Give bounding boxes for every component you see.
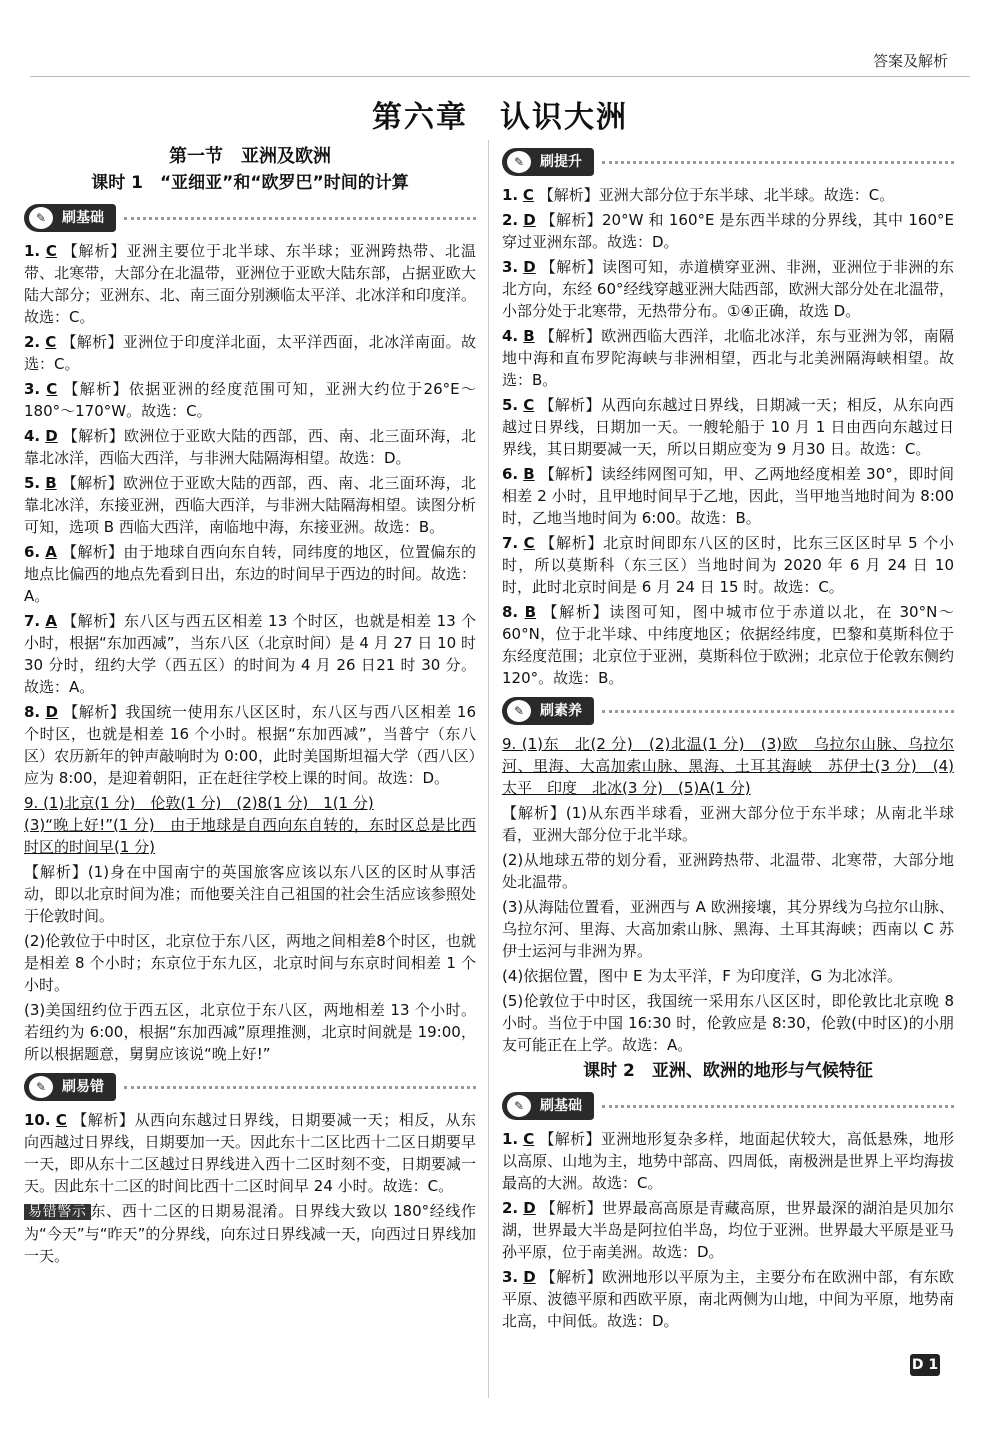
- badge-improve: ✎ 刷提升: [502, 148, 954, 176]
- section-title: 第一节 亚洲及欧洲: [169, 146, 331, 167]
- answer-item: 1. C 【解析】亚洲大部分位于东半球、北半球。故选：C。: [502, 186, 895, 204]
- column-divider: [488, 140, 489, 1398]
- question-9-answer: 9. (1)北京(1 分) 伦敦(1 分) (2)8(1 分) 1(1 分) (3)“晚上好!”(1 分) 由于地球是自西向东自转的，东时区总是比西时区的时间早(1 分): [24, 794, 476, 856]
- explanation-paragraph: (2)从地球五带的划分看，亚洲跨热带、北温带、北寒带，大部分地处北温带。: [502, 851, 954, 891]
- right-column: [502, 140, 954, 1335]
- header-label: 答案及解析: [872, 52, 948, 70]
- question-9-explanation: [24, 861, 476, 1065]
- badge-literacy: ✎ 刷素养: [502, 697, 954, 725]
- answer-item: 2. D 【解析】20°W 和 160°E 是东西半球的分界线，其中 160°E 穿过亚洲东部。故选：D。: [502, 211, 954, 251]
- explanation-paragraph: (3)美国纽约位于西五区，北京位于东八区，两地相差 13 个小时。若纽约为 6:00，根据“东加西减”原理推测，北京时间就是 19:00，所以根据题意，舅舅应该说“晚上好!”: [24, 1001, 476, 1063]
- answer-item: 2. C 【解析】亚洲位于印度洋北面，太平洋西面，北冰洋南面。故选：C。: [24, 333, 476, 373]
- answer-item: 1. C 【解析】亚洲地形复杂多样，地面起伏较大，高低悬殊，地形以高原、山地为主，地势中部高、四周低，南极洲是世界上平均海拔最高的大洲。故选：C。: [502, 1130, 954, 1192]
- explanation-paragraph: (4)依据位置，图中 E 为太平洋，F 为印度洋，G 为北冰洋。: [502, 967, 903, 985]
- page-number: D 1: [910, 1354, 940, 1376]
- literacy-q9-answer: 9. (1)东 北(2 分) (2)北温(1 分) (3)欧 乌拉尔山脉、乌拉尔河、里海、大高加索山脉、黑海、土耳其海峡 苏伊士(3 分) (4)太平 印度 北冰(3 分) (5)A(1 分): [502, 735, 954, 797]
- left-column: [24, 140, 476, 1270]
- explanation-paragraph: 【解析】(1)从东西半球看，亚洲大部分位于东半球；从南北半球看，亚洲大部分位于北半球。: [502, 804, 954, 844]
- explanation-paragraph: (5)伦敦位于中时区，我国统一采用东八区区时，即伦敦比北京晚 8 小时。当位于中国 16:30 时，伦敦应是 8:30，伦敦(中时区)的小朋友可能正在上学。故选：A。: [502, 992, 954, 1054]
- answer-item: 3. D 【解析】欧洲地形以平原为主，主要分布在欧洲中部，有东欧平原、波德平原和西欧平原，南北两侧为山地，中间为平原，地势南北高，中间低。故选：D。: [502, 1268, 954, 1330]
- badge-basic-2: ✎ 刷基础: [502, 1092, 954, 1120]
- brush-icon: ✎: [507, 151, 531, 173]
- answer-item: 4. B 【解析】欧洲西临大西洋，北临北冰洋，东与亚洲为邻，南隔地中海和直布罗陀海峡与非洲相望，西北与北美洲隔海峡相望。故选：B。: [502, 327, 954, 389]
- answer-item: 6. B 【解析】读经纬网图可知，甲、乙两地经度相差 30°，即时间相差 2 小时，且甲地时间早于乙地，因此，当甲地当地时间为 8:00 时，乙地当地时间为 6:00。故选：B。: [502, 465, 954, 527]
- brush-icon: ✎: [507, 700, 531, 722]
- answer-item: 8. D 【解析】我国统一使用东八区区时，东八区与西八区相差 16 个时区，也就是相差 16 个小时。根据“东加西减”，当普宁（东八区）农历新年的钟声敲响时为 0:00，此时美国斯坦福大学（西八区）应为 8:00，是迎着朝阳，正在赶往学校上课的时间。故选：D。: [24, 703, 476, 787]
- badge-error: ✎ 刷易错: [24, 1073, 476, 1101]
- answer-item: 7. C 【解析】北京时间即东八区的区时，比东三区区时早 5 个小时，所以莫斯科（东三区）当地时间为 2020 年 6 月 24 日 10 时，此时北京时间是 6 月 24 日 15 时。故选：C。: [502, 534, 954, 596]
- answer-item: 1. C 【解析】亚洲主要位于北半球、东半球；亚洲跨热带、北温带、北寒带，大部分在北温带，亚洲位于亚欧大陆东部，占据亚欧大陆大部分；亚洲东、北、南三面分别濒临太平洋、北冰洋和印度洋。故选：C。: [24, 242, 476, 326]
- basic2-answers-list: [502, 1128, 954, 1332]
- explanation-paragraph: 【解析】(1)身在中国南宁的英国旅客应该以东八区的区时从事活动，即以北京时间为准；而他要关注自己祖国的社会生活应该参照处于伦敦时间。: [24, 863, 476, 925]
- answer-item: 5. C 【解析】从西向东越过日界线，日期减一天；相反，从东向西越过日界线，日期加一天。一艘轮船于 10 月 1 日由西向东越过日界线，其日期要减一天，所以日期应变为 9 月30 日。故选：C。: [502, 396, 954, 458]
- question-10: 10. C 【解析】从西向东越过日界线，日期要减一天；相反，从东向西越过日界线，日期要加一天。因此东十二区比西十二区日期要早一天，即从东十二区越过日界线进入西十二区时刻不变，日期要减一天。因此东十二区的时间比西十二区时间早 24 小时。故选：C。: [24, 1111, 476, 1195]
- warning-label: 易错警示: [24, 1204, 91, 1220]
- answer-item: 4. D 【解析】欧洲位于亚欧大陆的西部，西、南、北三面环海，北靠北冰洋，西临大西洋，与非洲大陆隔海相望。故选：D。: [24, 427, 476, 467]
- answer-item: 6. A 【解析】由于地球自西向东自转，同纬度的地区，位置偏东的地点比偏西的地点先看到日出，东边的时间早于西边的时间。故选：A。: [24, 543, 476, 605]
- answer-item: 5. B 【解析】欧洲位于亚欧大陆的西部，西、南、北三面环海，北靠北冰洋，东接亚洲，西临大西洋，与非洲大陆隔海相望。读图分析可知，选项 B 西临大西洋，南临地中海，东接亚洲。故选：B。: [24, 474, 476, 536]
- improve-answers-list: [502, 184, 954, 689]
- badge-basic: ✎ 刷基础: [24, 204, 476, 232]
- error-warning: 易错警示 东、西十二区的日期易混淆。日界线大致以 180°经线作为“今天”与“昨天”的分界线，向东过日界线减一天，向西过日界线加一天。: [24, 1202, 477, 1265]
- explanation-paragraph: (2)伦敦位于中时区，北京位于东八区，两地之间相差8个时区，也就是相差 8 个小时；东京位于东九区，北京时间与东京时间相差 1 个小时。: [24, 932, 476, 994]
- answer-item: 8. B 【解析】读图可知，图中城市位于赤道以北，在 30°N～60°N，位于北半球、中纬度地区；依据经纬度，巴黎和莫斯科位于东经度范围；北京位于亚洲，莫斯科位于欧洲；北京位于伦敦东侧约 120°。故选：B。: [502, 603, 954, 687]
- brush-icon: ✎: [29, 1076, 53, 1098]
- chapter-title: 第六章 认识大洲: [372, 100, 628, 135]
- answer-item: 3. D 【解析】读图可知，赤道横穿亚洲、非洲，亚洲位于非洲的东北方向，东经 60°经线穿越亚洲大陆西部，欧洲大部分处在北温带，小部分处于北寒带，无热带分布。①④正确，故选 D。: [502, 258, 954, 320]
- header-rule: [30, 76, 970, 77]
- brush-icon: ✎: [29, 207, 53, 229]
- brush-icon: ✎: [507, 1095, 531, 1117]
- answer-item: 2. D 【解析】世界最高高原是青藏高原，世界最深的湖泊是贝加尔湖，世界最大半岛是阿拉伯半岛，均位于亚洲。世界最大平原是亚马孙平原，位于南美洲。故选：D。: [502, 1199, 954, 1261]
- lesson-2-title: 课时 2 亚洲、欧洲的地形与气候特征: [583, 1061, 873, 1081]
- lesson-1-title: 课时 1 “亚细亚”和“欧罗巴”时间的计算: [91, 173, 409, 193]
- answer-item: 7. A 【解析】东八区与西五区相差 13 个时区，也就是相差 13 个小时，根据“东加西减”，当东八区（北京时间）是 4 月 27 日 10 时 30 分时，纽约大学（西五区）的时间为 4 月 26 日21 时 30 分。故选：A。: [24, 612, 476, 696]
- literacy-q9-explanation: [502, 802, 954, 1056]
- explanation-paragraph: (3)从海陆位置看，亚洲西与 A 欧洲接壤，其分界线为乌拉尔山脉、乌拉尔河、里海、大高加索山脉、黑海、土耳其海峡；西南以 C 苏伊士运河与非洲为界。: [502, 898, 954, 960]
- answer-item: 3. C 【解析】依据亚洲的经度范围可知，亚洲大约位于26°E～180°～170°W。故选：C。: [24, 380, 476, 420]
- basic-answers-list: [24, 240, 476, 789]
